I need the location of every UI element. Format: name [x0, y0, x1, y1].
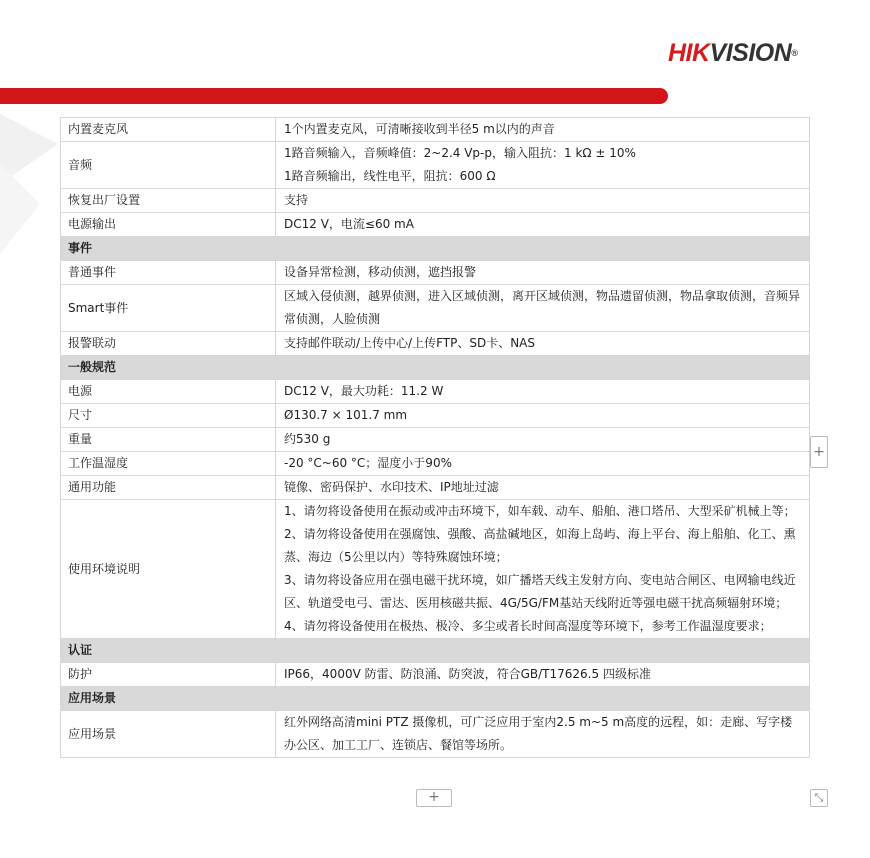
spec-key: 使用环境说明: [61, 500, 276, 639]
spec-value-line: 1个内置麦克风，可清晰接收到半径5 m以内的声音: [284, 122, 555, 136]
spec-value-line: IP66，4000V 防雷、防浪涌、防突波，符合GB/T17626.5 四级标准: [284, 667, 651, 681]
spec-row: [61, 118, 810, 142]
logo-part-dark: VISION: [709, 39, 792, 67]
spec-row: [61, 452, 810, 476]
add-column-button[interactable]: +: [810, 436, 828, 468]
spec-row: [61, 142, 810, 189]
spec-key: 尺寸: [61, 404, 276, 428]
spec-value-line: 2、请勿将设备使用在强腐蚀、强酸、高盐碱地区，如海上岛屿、海上平台、海上船舶、化工、熏蒸、海边（5公里以内）等特殊腐蚀环境；: [284, 527, 796, 564]
add-row-button[interactable]: +: [416, 789, 452, 807]
spec-key: 应用场景: [61, 711, 276, 758]
spec-row: [61, 285, 810, 332]
spec-row: [61, 711, 810, 758]
spec-key: 电源: [61, 380, 276, 404]
spec-value-line: 1、请勿将设备使用在振动或冲击环境下，如车载、动车、船舶、港口塔吊、大型采矿机械上等；: [284, 504, 796, 518]
spec-value-line: DC12 V，最大功耗：11.2 W: [284, 384, 444, 398]
spec-value: [276, 500, 810, 639]
spec-value-line: -20 °C~60 °C；湿度小于90%: [284, 456, 452, 470]
spec-key: Smart事件: [61, 285, 276, 332]
section-header-row: [61, 237, 810, 261]
spec-key: 通用功能: [61, 476, 276, 500]
spec-value: [276, 332, 810, 356]
spec-key: 重量: [61, 428, 276, 452]
spec-key: 内置麦克风: [61, 118, 276, 142]
spec-value-line: 4、请勿将设备使用在极热、极冷、多尘或者长时间高湿度等环境下，参考工作温湿度要求；: [284, 619, 772, 633]
spec-key: 防护: [61, 663, 276, 687]
resize-handle-icon[interactable]: ⤡: [810, 789, 828, 807]
spec-row: [61, 500, 810, 639]
section-header-row: [61, 687, 810, 711]
logo-part-red: HIK: [668, 39, 710, 67]
spec-value: [276, 428, 810, 452]
spec-row: [61, 663, 810, 687]
spec-row: [61, 380, 810, 404]
spec-value: [276, 711, 810, 758]
spec-value: [276, 404, 810, 428]
section-title: 应用场景: [61, 687, 810, 711]
spec-row: [61, 189, 810, 213]
section-title: 事件: [61, 237, 810, 261]
spec-row: [61, 261, 810, 285]
spec-value: [276, 118, 810, 142]
spec-key: 报警联动: [61, 332, 276, 356]
spec-value: [276, 261, 810, 285]
spec-key: 电源输出: [61, 213, 276, 237]
spec-value-line: 红外网络高清mini PTZ 摄像机，可广泛应用于室内2.5 m~5 m高度的远程，如：走廊、写字楼办公区、加工工厂、连锁店、餐馆等场所。: [284, 715, 793, 752]
spec-value: [276, 189, 810, 213]
section-header-row: [61, 639, 810, 663]
spec-value-line: 支持邮件联动/上传中心/上传FTP、SD卡、NAS: [284, 336, 536, 350]
registered-mark: ®: [791, 48, 798, 58]
spec-key: 工作温湿度: [61, 452, 276, 476]
spec-value-line: 区域入侵侦测，越界侦测，进入区域侦测，离开区域侦测，物品遗留侦测，物品拿取侦测，音频异常侦测，人脸侦测: [284, 289, 801, 326]
spec-row: [61, 476, 810, 500]
spec-row: [61, 213, 810, 237]
section-header-row: [61, 356, 810, 380]
spec-key: 音频: [61, 142, 276, 189]
section-title: 一般规范: [61, 356, 810, 380]
spec-key: 恢复出厂设置: [61, 189, 276, 213]
section-title: 认证: [61, 639, 810, 663]
spec-value: [276, 663, 810, 687]
spec-value: [276, 142, 810, 189]
spec-value-line: 1路音频输出，线性电平，阻抗：600 Ω: [284, 169, 496, 183]
spec-value: [276, 285, 810, 332]
spec-value: [276, 380, 810, 404]
spec-value: [276, 452, 810, 476]
header-red-bar: [0, 88, 668, 104]
hikvision-logo: [668, 40, 797, 66]
spec-row: [61, 428, 810, 452]
spec-value-line: DC12 V，电流≤60 mA: [284, 217, 414, 231]
spec-row: [61, 404, 810, 428]
spec-value-line: 镜像、密码保护、水印技术、IP地址过滤: [284, 480, 499, 494]
spec-value-line: 设备异常检测，移动侦测，遮挡报警: [284, 265, 477, 279]
spec-value: [276, 476, 810, 500]
spec-value-line: 约530 g: [284, 432, 331, 446]
spec-value-line: 支持: [284, 193, 309, 207]
spec-row: [61, 332, 810, 356]
spec-table: [60, 117, 810, 758]
spec-value: [276, 213, 810, 237]
spec-value-line: Ø130.7 × 101.7 mm: [284, 408, 408, 422]
spec-value-line: 3、请勿将设备应用在强电磁干扰环境，如广播塔天线主发射方向、变电站合闸区、电网输电线近区、轨道受电弓、雷达、医用核磁共振、4G/5G/FM基站天线附近等强电磁干扰高频辐射环境；: [284, 573, 796, 610]
spec-value-line: 1路音频输入，音频峰值：2~2.4 Vp-p，输入阻抗：1 kΩ ± 10%: [284, 146, 636, 160]
spec-key: 普通事件: [61, 261, 276, 285]
decorative-watermark: [0, 104, 62, 274]
